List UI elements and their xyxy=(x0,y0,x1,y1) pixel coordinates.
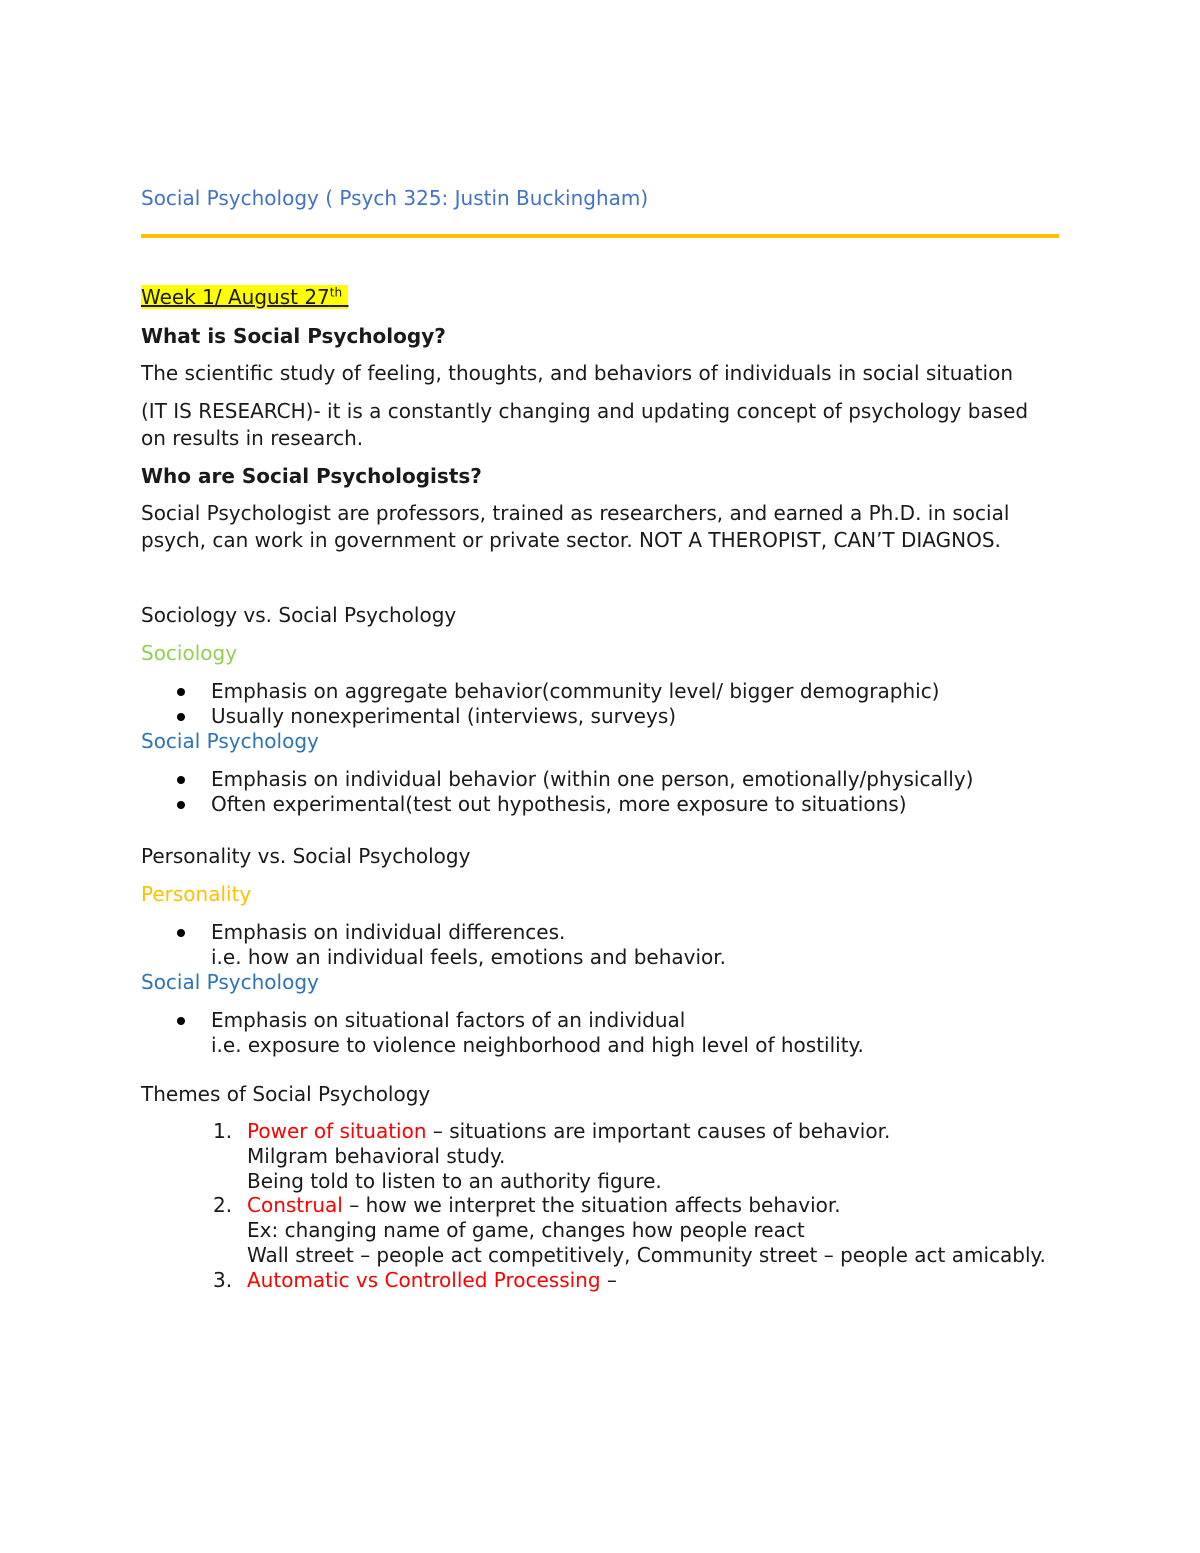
list-item-text: Often experimental(test out hypothesis, more exposure to situations) xyxy=(211,791,907,816)
section-personality-vs-social-psychology: Personality vs. Social Psychology xyxy=(141,844,471,868)
theme-description: – xyxy=(600,1267,617,1292)
list-item xyxy=(141,792,1059,817)
bullet-icon xyxy=(177,1017,185,1025)
title-divider xyxy=(141,234,1059,238)
theme-number: 1. xyxy=(213,1119,233,1143)
theme-number: 3. xyxy=(213,1267,233,1292)
research-paragraph: (IT IS RESEARCH)- it is a constantly changing and updating concept of psychology based on results in research. xyxy=(141,399,1029,450)
subheading-social-psychology-2: Social Psychology xyxy=(141,970,319,994)
theme-description: – how we interpret the situation affects behavior. xyxy=(342,1193,841,1218)
theme-term: Power of situation xyxy=(247,1119,427,1143)
theme-item xyxy=(141,1193,1059,1267)
theme-item xyxy=(141,1268,1059,1293)
week-label-text: Week 1/ August 27 xyxy=(141,285,330,309)
theme-item xyxy=(141,1119,1059,1193)
personality-list xyxy=(141,920,1059,969)
theme-term: Construal xyxy=(247,1193,343,1218)
sociology-list xyxy=(141,679,1059,728)
bullet-icon xyxy=(177,713,185,721)
theme-term: Automatic vs Controlled Processing xyxy=(247,1267,601,1292)
bullet-icon xyxy=(177,688,185,696)
heading-who-are-social-psychologists: Who are Social Psychologists? xyxy=(141,464,482,488)
theme-number: 2. xyxy=(213,1193,233,1218)
theme-detail: Wall street – people act competitively, Community street – people act amicably. xyxy=(247,1242,1046,1267)
list-item xyxy=(141,679,1059,704)
document-title: Social Psychology ( Psych 325: Justin Buckingham) xyxy=(141,186,649,210)
definition-paragraph: The scientific study of feeling, thoughts, and behaviors of individuals in social situation xyxy=(141,361,1013,385)
section-sociology-vs-social-psychology: Sociology vs. Social Psychology xyxy=(141,603,457,627)
list-item xyxy=(141,920,1059,969)
theme-detail: Being told to listen to an authority figure. xyxy=(247,1168,662,1193)
psychologists-paragraph: Social Psychologist are professors, trained as researchers, and earned a Ph.D. in social psych, can work in government or private sector. NOT A THEROPIST, CAN’T DIAGNOS. xyxy=(141,501,1010,552)
bullet-icon xyxy=(177,929,185,937)
bullet-icon xyxy=(177,776,185,784)
list-item xyxy=(141,767,1059,792)
list-item xyxy=(141,704,1059,729)
themes-list xyxy=(141,1119,1059,1293)
subheading-sociology: Sociology xyxy=(141,641,238,665)
subheading-social-psychology: Social Psychology xyxy=(141,729,319,753)
list-item-text: Emphasis on situational factors of an individual xyxy=(211,1008,686,1032)
heading-what-is-social-psychology: What is Social Psychology? xyxy=(141,324,446,348)
document-body xyxy=(141,284,1059,1293)
week-label-sup: th xyxy=(329,285,343,300)
list-item-text: Emphasis on aggregate behavior(community level/ bigger demographic) xyxy=(211,679,940,703)
social-psychology-list xyxy=(141,767,1059,816)
theme-detail: Milgram behavioral study. xyxy=(247,1143,506,1168)
list-item-example: i.e. how an individual feels, emotions and behavior. xyxy=(211,944,727,969)
section-themes-of-social-psychology: Themes of Social Psychology xyxy=(141,1082,431,1106)
bullet-icon xyxy=(177,801,185,809)
theme-description: – situations are important causes of behavior. xyxy=(426,1119,891,1143)
list-item-text: Usually nonexperimental (interviews, surveys) xyxy=(211,703,677,728)
list-item-example: i.e. exposure to violence neighborhood and high level of hostility. xyxy=(211,1032,864,1057)
list-item-text: Emphasis on individual behavior (within one person, emotionally/physically) xyxy=(211,767,974,791)
subheading-personality: Personality xyxy=(141,882,252,906)
week-label xyxy=(141,284,1059,311)
theme-detail: Ex: changing name of game, changes how people react xyxy=(247,1218,805,1243)
social-psychology-list-2 xyxy=(141,1008,1059,1057)
list-item xyxy=(141,1008,1059,1057)
list-item-text: Emphasis on individual differences. xyxy=(211,920,566,944)
